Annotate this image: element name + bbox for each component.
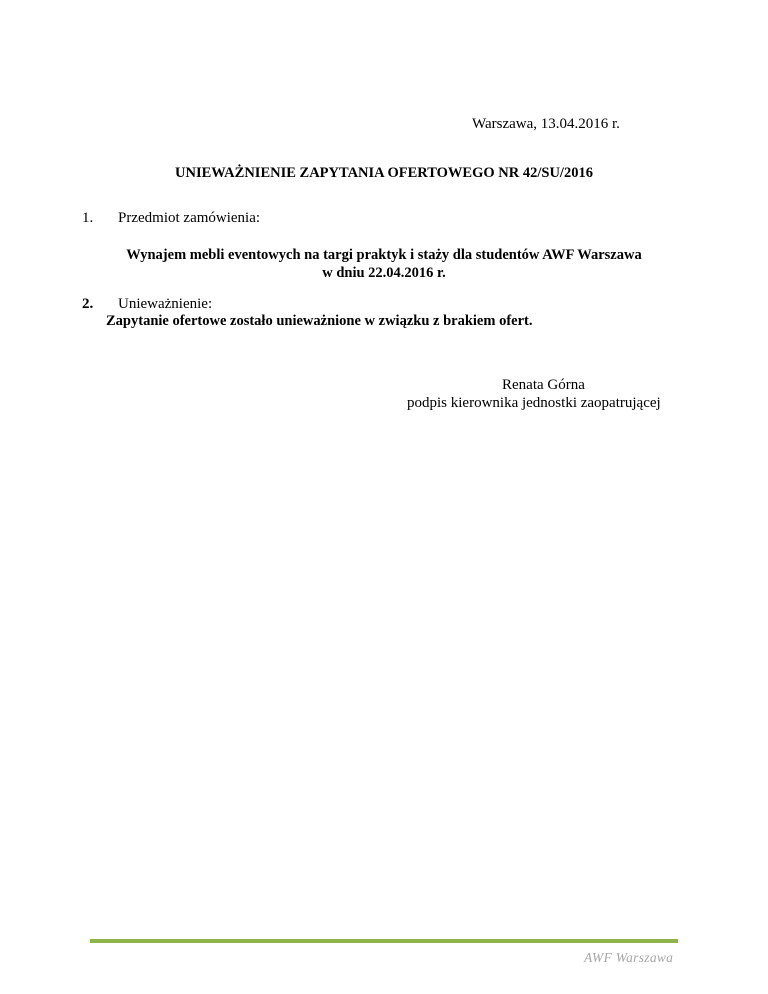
order-subject-line-2: w dniu 22.04.2016 r.	[322, 265, 446, 281]
order-subject-line-1: Wynajem mebli eventowych na targi praktyk i staży dla studentów AWF Warszawa	[126, 247, 642, 263]
section-number: 1.	[82, 210, 94, 226]
section-cancellation-heading	[82, 296, 212, 313]
signatory-name: Renata Górna	[502, 377, 585, 393]
cancellation-reason: Zapytanie ofertowe zostało unieważnione w związku z brakiem ofert.	[106, 313, 533, 329]
footer-divider	[90, 939, 678, 943]
order-subject	[0, 246, 768, 282]
section-label: Przedmiot zamówienia:	[118, 210, 261, 226]
section-label: Unieważnienie:	[118, 296, 213, 312]
section-subject-heading	[82, 210, 260, 227]
section-number: 2.	[82, 296, 94, 312]
document-date: Warszawa, 13.04.2016 r.	[472, 116, 620, 132]
document-title: UNIEWAŻNIENIE ZAPYTANIA OFERTOWEGO NR 42/SU/2016	[175, 165, 593, 181]
footer-organization: AWF Warszawa	[584, 950, 674, 965]
signature-caption: podpis kierownika jednostki zaopatrującej	[407, 395, 661, 411]
